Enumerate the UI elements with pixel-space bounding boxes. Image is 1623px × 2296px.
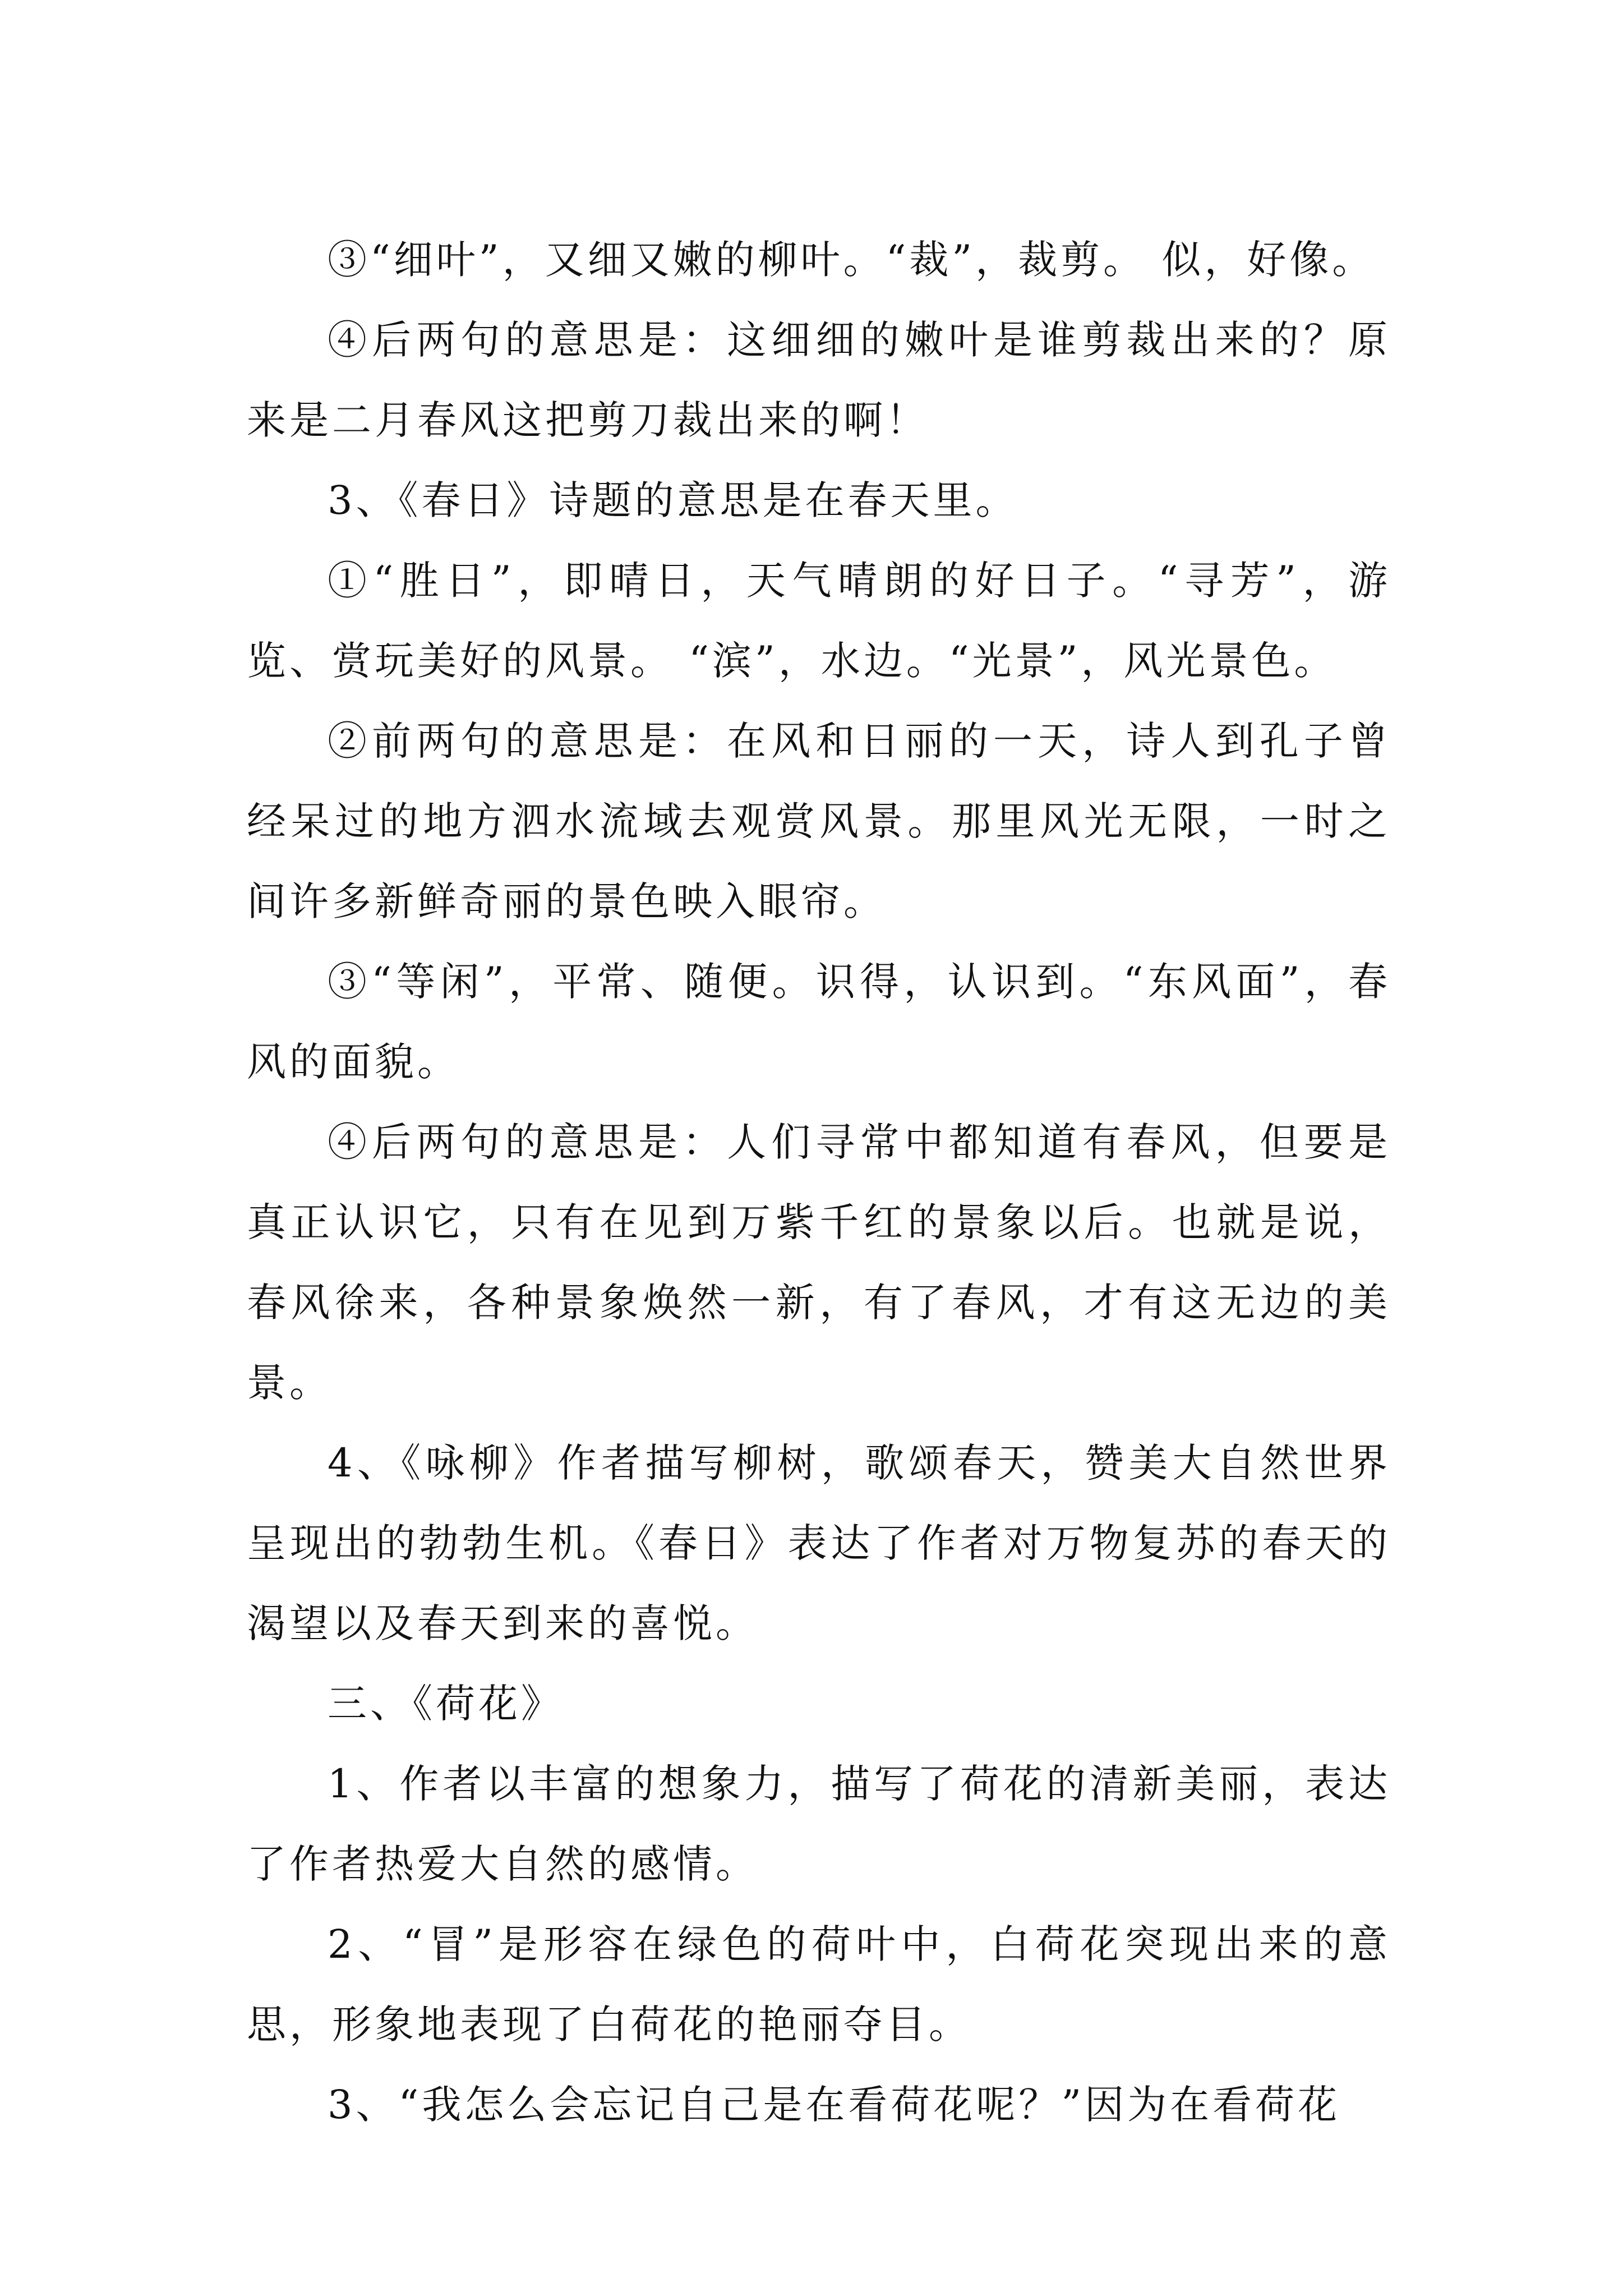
paragraph-chunri-words-2: ③“等闲”，平常、随便。识得，认识到。“东风面”，春风的面貌。 bbox=[247, 959, 1391, 1085]
document-body bbox=[247, 220, 1391, 2145]
paragraph-chunri-title: 3、《春日》诗题的意思是在春天里。 bbox=[328, 477, 1018, 523]
paragraph-chunri-words-1: ①“胜日”，即晴日，天气晴朗的好日子。“寻芳”，游览、赏玩美好的风景。 “滨”，水边。“光景”，风光景色。 bbox=[247, 558, 1391, 684]
paragraph-chunri-meaning-1: ②前两句的意思是：在风和日丽的一天，诗人到孔子曾经呆过的地方泗水流域去观赏风景。那里风光无限，一时之间许多新鲜奇丽的景色映入眼帘。 bbox=[247, 718, 1391, 924]
paragraph-hehua-2: 2、“冒”是形容在绿色的荷叶中，白荷花突现出来的意思，形象地表现了白荷花的艳丽夺目。 bbox=[247, 1921, 1391, 2047]
paragraph-hehua-1: 1、作者以丰富的想象力，描写了荷花的清新美丽，表达了作者热爱大自然的感情。 bbox=[247, 1761, 1391, 1887]
paragraph-xiye-definition: ③“细叶”，又细又嫩的柳叶。“裁”，裁剪。 似，好像。 bbox=[328, 237, 1375, 283]
paragraph-poem-summary: 4、《咏柳》作者描写柳树，歌颂春天，赞美大自然世界呈现出的勃勃生机。《春日》表达了作者对万物复苏的春天的渴望以及春天到来的喜悦。 bbox=[247, 1440, 1391, 1646]
paragraph-hehua-3: 3、“我怎么会忘记自己是在看荷花呢？”因为在看荷花 bbox=[328, 2082, 1341, 2128]
paragraph-chunri-meaning-2: ④后两句的意思是：人们寻常中都知道有春风，但要是真正认识它，只有在见到万紫千红的景象以后。也就是说，春风徐来，各种景象焕然一新，有了春风，才有这无边的美景。 bbox=[247, 1119, 1391, 1406]
section-heading-hehua: 三、《荷花》 bbox=[328, 1681, 564, 1727]
paragraph-yongliu-meaning: ④后两句的意思是：这细细的嫩叶是谁剪裁出来的？原来是二月春风这把剪刀裁出来的啊！ bbox=[247, 317, 1391, 443]
